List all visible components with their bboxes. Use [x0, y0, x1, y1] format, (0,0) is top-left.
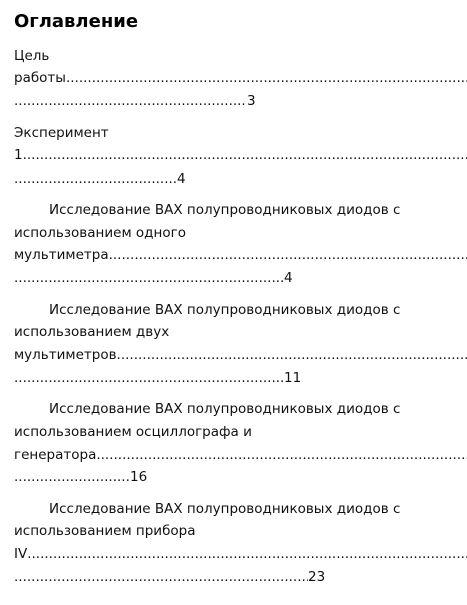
toc-entry-title-end: мультиметра [14, 247, 109, 263]
toc-entry-page-line[interactable] [14, 367, 301, 389]
toc-entry-page-line[interactable] [14, 90, 256, 112]
toc-page-number: 4 [284, 270, 293, 286]
dot-leader [14, 367, 284, 389]
toc-entry-title: Эксперимент [14, 125, 109, 141]
toc-entry-page-line[interactable] [14, 267, 293, 289]
dot-leader [23, 144, 467, 166]
toc-entry-leader-line[interactable] [14, 344, 467, 366]
toc-entry-leader-line[interactable] [14, 444, 467, 466]
dot-leader [14, 466, 130, 488]
dot-leader [14, 168, 177, 190]
toc-heading: Оглавление [14, 11, 139, 32]
toc-page-number: 16 [130, 469, 148, 485]
toc-page-number: 11 [284, 370, 302, 386]
document-page [14, 0, 467, 605]
toc-entry-title-end: работы [14, 70, 66, 86]
dot-leader [14, 90, 247, 112]
toc-entry-title: Исследование ВАХ полупроводниковых диодов с [49, 501, 401, 517]
toc-entry-title-end: IV [14, 546, 28, 562]
dot-leader [14, 566, 308, 588]
toc-entry-title-end: 1 [14, 147, 23, 163]
toc-entry-title-cont: использованием осциллографа и [14, 424, 252, 440]
toc-entry-title-cont: использованием прибора [14, 523, 196, 539]
toc-entry-leader-line[interactable] [14, 67, 467, 89]
toc-entry-title-end: мультиметров [14, 347, 117, 363]
toc-entry-title-cont: использованием двух [14, 324, 170, 340]
toc-entry-leader-line[interactable] [14, 244, 467, 266]
toc-page-number: 23 [308, 569, 326, 585]
toc-entry-page-line[interactable] [14, 566, 325, 588]
toc-entry-title: Цель [14, 48, 50, 64]
toc-page-number: 4 [177, 171, 186, 187]
toc-entry-title: Исследование ВАХ полупроводниковых диодов с [49, 401, 401, 417]
toc-entry-page-line[interactable] [14, 168, 186, 190]
toc-entry-title-cont: использованием одного [14, 225, 186, 241]
toc-entry-leader-line[interactable] [14, 144, 467, 166]
dot-leader [66, 67, 467, 89]
toc-entry-title: Исследование ВАХ полупроводниковых диодов с [49, 302, 401, 318]
toc-entry-title: Исследование ВАХ полупроводниковых диодов с [49, 202, 401, 218]
toc-entry-leader-line[interactable] [14, 543, 467, 565]
dot-leader [14, 267, 284, 289]
dot-leader [27, 543, 467, 565]
dot-leader [117, 344, 467, 366]
dot-leader [96, 444, 467, 466]
dot-leader [109, 244, 467, 266]
toc-page-number: 3 [247, 93, 256, 109]
toc-entry-page-line[interactable] [14, 466, 147, 488]
toc-entry-title-end: генератора [14, 447, 97, 463]
